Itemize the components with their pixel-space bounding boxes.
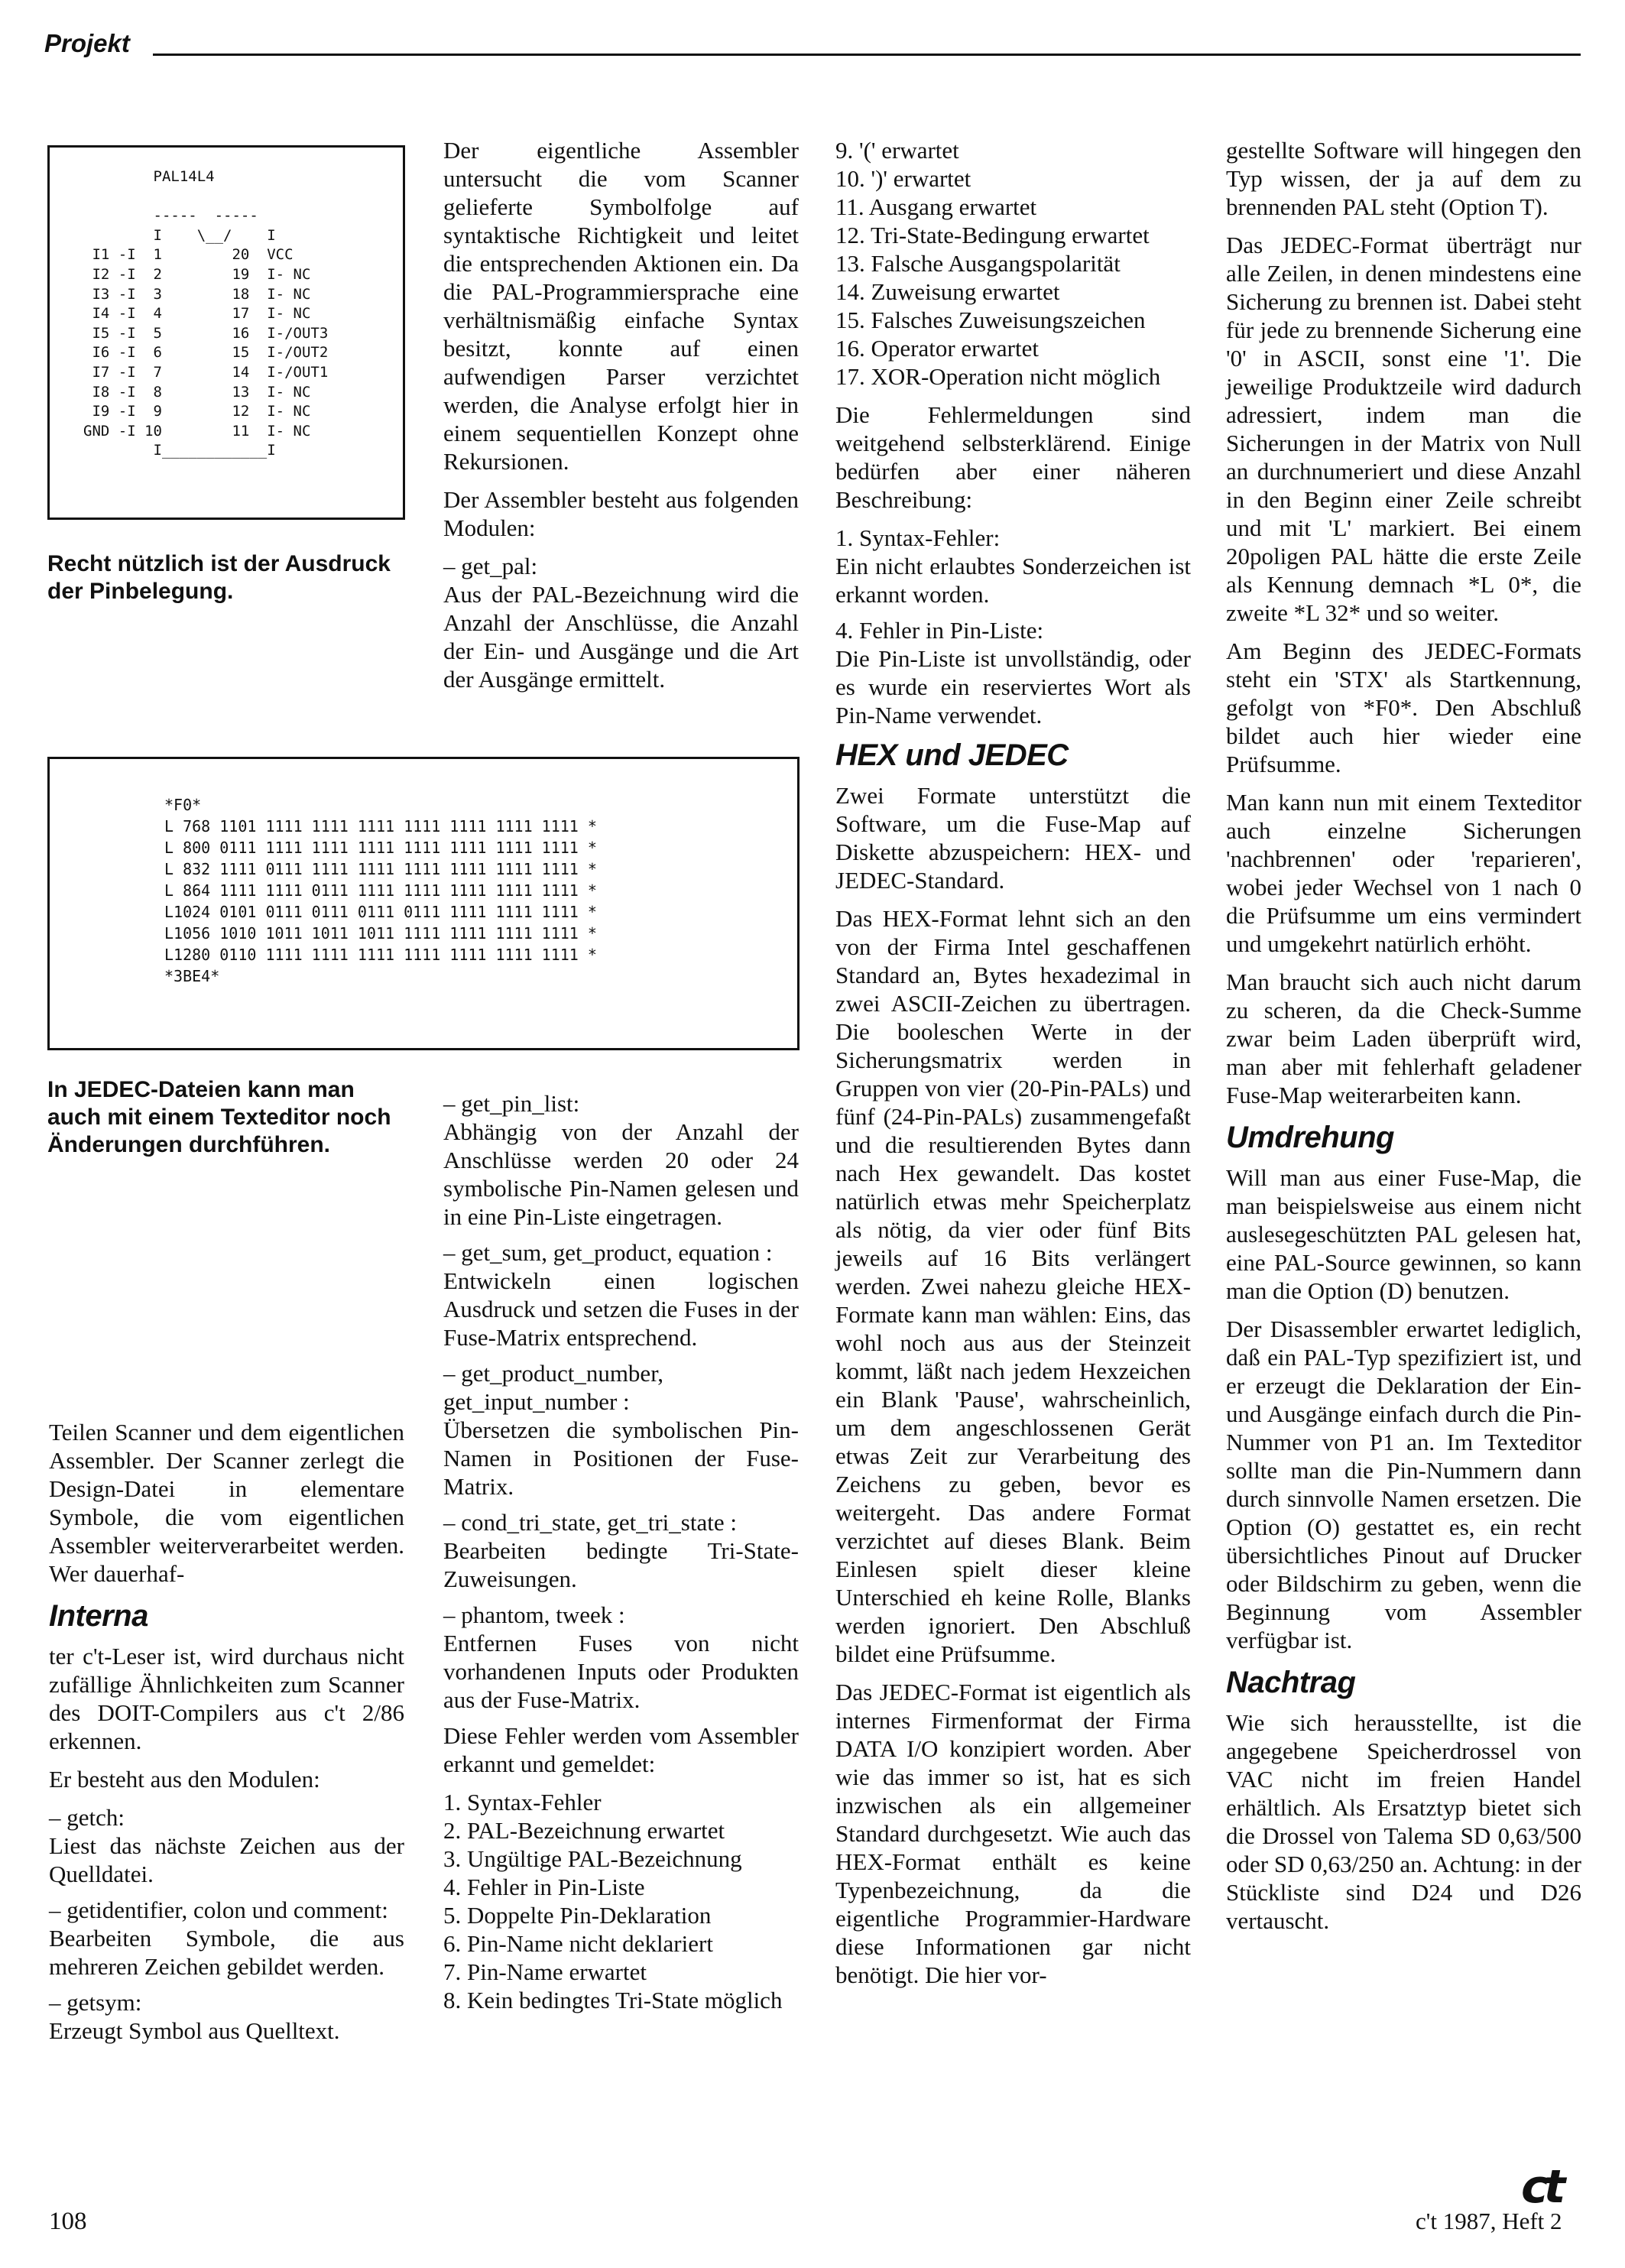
paragraph: Am Beginn des JEDEC-Formats steht ein 'STX' als Startkennung, gefolgt von *F0*. Den Abschluß bildet auch hier wieder eine Prüfsumme. bbox=[1226, 638, 1581, 777]
jedec-listing: *F0* L 768 1101 1111 1111 1111 1111 1111 1111 1111 * L 800 0111 1111 1111 1111 1111 1111 1111 1111 * L 832 1111 0111 1111 1111 1111 1111 1111 1111 * L 864 1111 1111 0111 1111 1111 1111 1111 1111 * L1024 0101 0111 0111 0111 0111 1111 1111 1111 * L1056 1010 1011 1011 1011 1111 1111 1111 1111 * L1280 0110 1111 1111 1111 1111 1111 1111 1111 * *3BE4* bbox=[164, 796, 597, 985]
module-item bbox=[443, 1238, 799, 1351]
jedec-listing-figure bbox=[47, 757, 800, 1050]
error-list bbox=[835, 136, 1191, 391]
paragraph: Er besteht aus den Modulen: bbox=[49, 1766, 320, 1793]
paragraph: Der eigentliche Assembler untersucht die vom Scanner gelieferte Symbolfolge auf syntaktische Richtigkeit und leitet die entsprechenden Aktionen ein. Da die PAL-Programmiersprache eine verhältnismäßig einfache Syntax besitzt, konnte auf einen aufwendigen Parser verzichtet werden, die Analyse erfolgt hier in einem sequentiellen Konzept ohne Rekursionen. bbox=[443, 137, 799, 475]
heading-interna: Interna bbox=[49, 1599, 148, 1633]
error-note bbox=[835, 616, 1191, 729]
error-list-item: 15. Falsches Zuweisungszeichen bbox=[835, 307, 1146, 333]
paragraph: Zwei Formate unterstützt die Software, um die Fuse-Map auf Diskette abzuspeichern: HEX- und JEDEC-Standard. bbox=[835, 782, 1191, 894]
paragraph: Wie sich herausstellte, ist die angegebene Speicherdrossel von VAC nicht im freien Handel erhältlich. Als Ersatztyp bietet sich die Drossel von Talema SD 0,63/500 oder SD 0,63/250 an. Achtung: in der Stückliste sind D24 und D26 vertauscht. bbox=[1226, 1709, 1581, 1934]
module-item bbox=[49, 1896, 404, 1981]
column-1 bbox=[49, 1418, 404, 2052]
pin-diagram-caption: Recht nützlich ist der Ausdruck der Pinbelegung. bbox=[47, 551, 391, 604]
error-note-text: Ein nicht erlaubtes Sonderzeichen ist erkannt worden. bbox=[835, 553, 1191, 608]
heading-hex-und-jedec: HEX und JEDEC bbox=[835, 738, 1069, 772]
heading-umdrehung: Umdrehung bbox=[1226, 1121, 1394, 1154]
module-item bbox=[443, 552, 799, 693]
error-list-item: 11. Ausgang erwartet bbox=[835, 193, 1037, 220]
error-list-item: 10. ')' erwartet bbox=[835, 165, 971, 192]
paragraph: Diese Fehler werden vom Assembler erkannt und gemeldet: bbox=[443, 1722, 799, 1777]
error-note-text: Die Pin-Liste ist unvollständig, oder es wurde ein reserviertes Wort als Pin-Name verwendet. bbox=[835, 645, 1191, 728]
module-text: Entwickeln einen logischen Ausdruck und setzen die Fuses in der Fuse-Matrix entsprechend. bbox=[443, 1267, 799, 1351]
paragraph: Der Assembler besteht aus folgenden Modulen: bbox=[443, 486, 799, 541]
module-label: – getsym: bbox=[49, 1989, 142, 2016]
paragraph: Das HEX-Format lehnt sich an den von der Firma Intel geschaffenen Standard an, Bytes hexadezimal in zwei ASCII-Zeichen zu übertragen. Die booleschen Werte in der Sicherungsmatrix werden in Gruppen von vier (20-Pin-PALs) und fünf (24-Pin-PALs) zusammengefaßt und die resultierenden Bytes dann nach Hex gewandelt. Das kostet natürlich etwas mehr Speicherplatz als nötig, da vier oder fünf Bits jeweils auf 16 Bits verlängert werden. Zwei nahezu gleiche HEX-Formate kann man wählen: Eins, das wohl noch aus aus der Steinzeit kommt, läßt nach jedem Hexzeichen ein Blank 'Pause', wahrscheinlich, um dem angeschlossenen Gerät etwas Zeit zur Verarbeitung des Zeichens zu geben, bevor es weitergeht. Das andere Format verzichtet auf dieses Blank. Beim Einlesen spielt dieser kleine Unterschied eh keine Rolle, Blanks werden ignoriert. Den Abschluß bildet eine Prüfsumme. bbox=[835, 905, 1191, 1667]
error-list-item: 14. Zuweisung erwartet bbox=[835, 278, 1060, 305]
header-rule bbox=[153, 54, 1581, 56]
module-label: – get_sum, get_product, equation : bbox=[443, 1239, 773, 1266]
pin-diagram-figure bbox=[47, 145, 405, 520]
paragraph: Man kann nun mit einem Texteditor auch einzelne Sicherungen 'nachbrennen' oder 'reparieren', wobei jeder Wechsel von 1 nach 0 die Prüfsumme um eins vermindert und umgekehrt natürlich erhöht. bbox=[1226, 789, 1581, 957]
column-2-top bbox=[443, 136, 799, 701]
pin-diagram-listing: PAL14L4 ----- ----- I \__/ I I1 -I 1 20 VCC I2 -I 2 19 I- NC I3 -I 3 18 I- NC I4 -I 4 17 I- NC I5 -I 5 16 I-/OUT3 I6 -I 6 15 I-/OUT2 I7 -I 7 14 I-/OUT1 I8 -I 8 13 I- NC I9 -I 9 12 I- NC GND -I 10 11 I- NC I____________I bbox=[83, 168, 329, 459]
paragraph: Das JEDEC-Format überträgt nur alle Zeilen, in denen mindestens eine Sicherung zu brennen ist. Dabei steht für jede zu brennende Sicherung eine '0' in ASCII, sonst eine '1'. Die jeweilige Produktzeile wird dadurch adressiert, indem man die Sicherungen in der Matrix von Null an durchnumeriert und diese Anzahl in den Beginn einer Zeile schreibt und mit 'L' markiert. Bei einem 20poligen PAL hätte die erste Zeile als Kennung demnach *L 0*, die zweite *L 32* und so weiter. bbox=[1226, 232, 1581, 626]
module-label: – get_pin_list: bbox=[443, 1090, 580, 1117]
column-4 bbox=[1226, 136, 1581, 1945]
error-list-item: 7. Pin-Name erwartet bbox=[443, 1958, 647, 1985]
paragraph: ter c't-Leser ist, wird durchaus nicht zufällige Ähnlichkeiten zum Scanner des DOIT-Compilers aus c't 2/86 erkennen. bbox=[49, 1643, 404, 1754]
module-label: – getch: bbox=[49, 1804, 125, 1831]
module-text: Aus der PAL-Bezeichnung wird die Anzahl der Anschlüsse, die Anzahl der Ein- und Ausgänge und die Art der Ausgänge ermittelt. bbox=[443, 581, 799, 693]
module-text: Bearbeiten Symbole, die aus mehreren Zeichen gebildet werden. bbox=[49, 1925, 404, 1980]
module-text: Entfernen Fuses von nicht vorhandenen Inputs oder Produkten aus der Fuse-Matrix. bbox=[443, 1630, 799, 1713]
module-label: – cond_tri_state, get_tri_state : bbox=[443, 1509, 737, 1536]
error-list-item: 8. Kein bedingtes Tri-State möglich bbox=[443, 1987, 783, 2013]
module-text: Erzeugt Symbol aus Quelltext. bbox=[49, 2017, 340, 2044]
error-list bbox=[443, 1788, 799, 2014]
module-item bbox=[443, 1601, 799, 1714]
section-label: Projekt bbox=[44, 29, 130, 57]
error-note-label: 1. Syntax-Fehler: bbox=[835, 524, 1001, 551]
module-item bbox=[443, 1508, 799, 1593]
module-text: Bearbeiten bedingte Tri-State-Zuweisungen. bbox=[443, 1537, 799, 1592]
error-list-item: 13. Falsche Ausgangspolarität bbox=[835, 250, 1121, 277]
module-label: – phantom, tweek : bbox=[443, 1601, 625, 1628]
paragraph: Der Disassembler erwartet lediglich, daß ein PAL-Typ spezifiziert ist, und er erzeugt die Deklaration der Ein- und Ausgänge einfach durch die Pin-Nummer von P1 an. Im Texteditor sollte man die Pin-Nummern dann durch sinnvolle Namen ersetzen. Die Option (O) gestattet es, ein recht übersichtliches Pinout auf Drucker oder Bildschirm zu geben, wenn die Beginnung vom Assembler verfügbar ist. bbox=[1226, 1316, 1581, 1653]
module-text: Liest das nächste Zeichen aus der Quelldatei. bbox=[49, 1832, 404, 1887]
error-list-item: 12. Tri-State-Bedingung erwartet bbox=[835, 222, 1150, 248]
error-note-label: 4. Fehler in Pin-Liste: bbox=[835, 617, 1044, 644]
paragraph: Das JEDEC-Format ist eigentlich als internes Firmenformat der Firma DATA I/O konzipiert worden. Aber wie das immer so ist, hat es sich inzwischen als ein allgemeiner Standard durchgesetzt. Wie auch das HEX-Format enthält es keine Typenbezeichnung, da die eigentliche Programmier-Hardware diese Informationen gar nicht benötigt. Die hier vor- bbox=[835, 1679, 1191, 1988]
error-list-item: 16. Operator erwartet bbox=[835, 335, 1039, 362]
issue-label: c't 1987, Heft 2 bbox=[1416, 2208, 1562, 2234]
paragraph: Will man aus einer Fuse-Map, die man beispielsweise aus einem nicht auslesegeschützten PAL gelesen hat, eine PAL-Source gewinnen, so kann man die Option (D) benutzen. bbox=[1226, 1164, 1581, 1304]
column-3 bbox=[835, 136, 1191, 1999]
paragraph: Die Fehlermeldungen sind weitgehend selbsterklärend. Einige bedürfen aber einer näheren Beschreibung: bbox=[835, 401, 1191, 513]
paragraph: gestellte Software will hingegen den Typ wissen, der ja auf dem zu brennenden PAL steht (Option T). bbox=[1226, 137, 1581, 220]
column-2-bottom bbox=[443, 1089, 799, 2024]
module-item bbox=[443, 1089, 799, 1231]
paragraph: Man braucht sich auch nicht darum zu scheren, da die Check-Summe zwar beim Laden überprüft wird, man aber mit fehlerhaft geladener Fuse-Map weiterarbeiten kann. bbox=[1226, 969, 1581, 1108]
ct-logo: ct bbox=[1521, 2160, 1562, 2214]
error-list-item: 1. Syntax-Fehler bbox=[443, 1789, 602, 1815]
page-number: 108 bbox=[49, 2208, 87, 2235]
module-text: Abhängig von der Anzahl der Anschlüsse werden 20 oder 24 symbolische Pin-Namen gelesen und in eine Pin-Liste eingetragen. bbox=[443, 1118, 799, 1230]
paragraph: Teilen Scanner und dem eigentlichen Assembler. Der Scanner zerlegt die Design-Datei in elementare Symbole, die vom eigentlichen Assembler weiterverarbeitet werden. Wer dauerhaf- bbox=[49, 1419, 404, 1587]
module-label: – get_pal: bbox=[443, 553, 538, 579]
error-list-item: 4. Fehler in Pin-Liste bbox=[443, 1874, 645, 1900]
error-list-item: 5. Doppelte Pin-Deklaration bbox=[443, 1902, 712, 1929]
module-item bbox=[443, 1359, 799, 1501]
error-list-item: 6. Pin-Name nicht deklariert bbox=[443, 1930, 713, 1957]
module-item bbox=[49, 1803, 404, 1888]
module-item bbox=[49, 1988, 404, 2045]
heading-nachtrag: Nachtrag bbox=[1226, 1666, 1356, 1699]
error-note bbox=[835, 524, 1191, 608]
module-label: – getidentifier, colon und comment: bbox=[49, 1896, 388, 1923]
error-list-item: 2. PAL-Bezeichnung erwartet bbox=[443, 1817, 725, 1844]
module-label: – get_product_number, get_input_number : bbox=[443, 1360, 664, 1415]
error-list-item: 3. Ungültige PAL-Bezeichnung bbox=[443, 1845, 742, 1872]
error-list-item: 17. XOR-Operation nicht möglich bbox=[835, 363, 1161, 390]
jedec-caption: In JEDEC-Dateien kann man auch mit einem Texteditor noch Änderungen durchführen. bbox=[47, 1077, 391, 1157]
module-text: Übersetzen die symbolischen Pin-Namen in Positionen der Fuse-Matrix. bbox=[443, 1416, 799, 1500]
error-list-item: 9. '(' erwartet bbox=[835, 137, 959, 164]
